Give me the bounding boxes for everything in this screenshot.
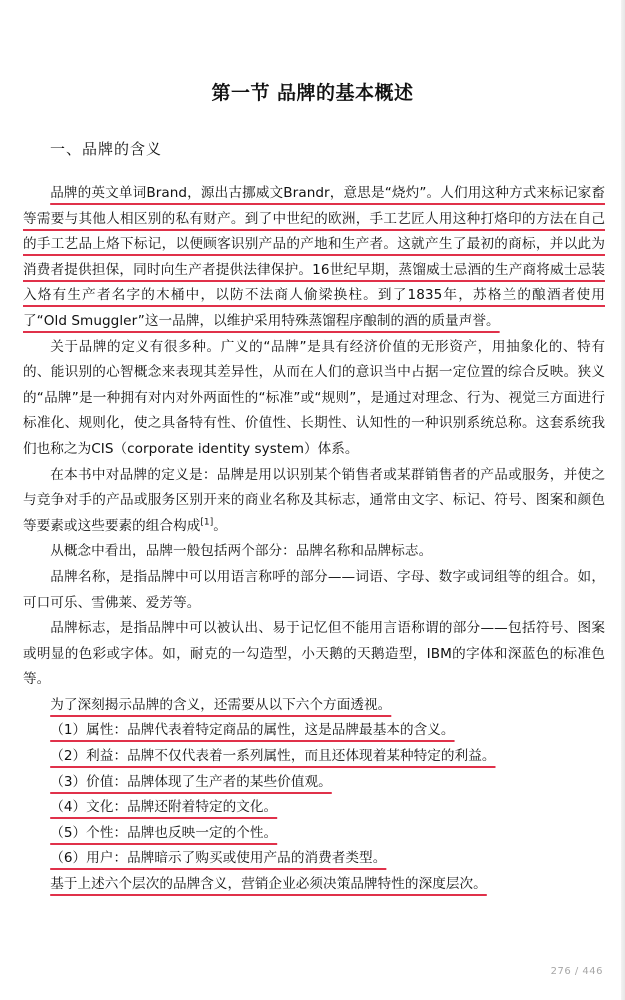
paragraph-conclusion [23,872,605,898]
page-title: 第一节 品牌的基本概述 [211,82,414,104]
paragraph-brand-origin [23,181,605,335]
paragraph-brand-mark: 品牌标志，是指品牌中可以被认出、易于记忆但不能用言语称谓的部分——包括符号、图案或明显的色彩或字体。如，耐克的一勾造型，小天鹅的天鹅造型，IBM的字体和深蓝色的标准色等。 [23,620,605,688]
list-item: （5）个性：品牌也反映一定的个性。 [50,824,278,841]
footnote-reference[interactable]: [1] [200,517,214,528]
list-item: （4）文化：品牌还附着特定的文化。 [50,799,278,816]
paragraph-book-definition: 在本书中对品牌的定义是：品牌是用以识别某个销售者或某群销售者的产品或服务，并使之与竞争对手的产品或服务区别开来的商业名称及其标志，通常由文字、标记、符号、图案和颜色等要素或这些要素的组合构成[1]。 [23,466,605,534]
list-item: （3）价值：品牌体现了生产者的某些价值观。 [50,773,332,790]
list-item: （2）利益：品牌不仅代表着一系列属性，而且还体现着某种特定的利益。 [50,748,496,765]
underlined-text: 品牌的英文单词Brand，源出古挪威文Brandr，意思是“烧灼”。人们用这种方式来标记家畜等需要与其他人相区别的私有财产。到了中世纪的欧洲，手工艺匠人用这种打烙印的方法在自己的手工艺品上烙下标记，以便顾客识别产品的产地和生产者。这就产生了最初的商标，并以此为消费者提供担保，同时向生产者提供法律保护。16世纪早期，蒸馏威士忌酒的生产商将威士忌装入烙有生产者名字的木桶中，以防不法商人偷梁换柱。到了1835年，苏格兰的酿酒者使用了“Old Smuggler”这一品牌，以维护采用特殊蒸馏程序酿制的酒的质量声誉。 [23,185,605,329]
document-body [23,181,605,898]
paragraph-brand-name: 品牌名称，是指品牌中可以用语言称呼的部分——词语、字母、数字或词组等的组合。如，可口可乐、雪佛莱、爱芳等。 [23,568,605,611]
underlined-text: 为了深刻揭示品牌的含义，还需要从以下六个方面透视。 [50,696,392,713]
list-item: （6）用户：品牌暗示了购买或使用产品的消费者类型。 [50,850,387,867]
page-indicator: 276 / 446 [550,966,603,977]
paragraph-brand-parts: 从概念中看出，品牌一般包括两个部分：品牌名称和品牌标志。 [50,543,433,560]
section-heading: 一、品牌的含义 [50,140,163,158]
page-edge [621,0,625,1000]
list-item: （1）属性：品牌代表着特定商品的属性，这是品牌最基本的含义。 [50,722,455,739]
underlined-text: 基于上述六个层次的品牌含义，营销企业必须决策品牌特性的深度层次。 [50,876,487,893]
paragraph-six-aspects-intro [23,693,605,719]
paragraph-brand-definition: 关于品牌的定义有很多种。广义的“品牌”是具有经济价值的无形资产，用抽象化的、特有的、能识别的心智概念来表现其差异性，从而在人们的意识当中占据一定位置的综合反映。狭义的“品牌”是一种拥有对内对外两面性的“标准”或“规则”，是通过对理念、行为、视觉三方面进行标准化、规则化，使之具备特有性、价值性、长期性、认知性的一种识别系统总称。这套系统我们也称之为CIS（corporate identity system）体系。 [23,338,605,457]
